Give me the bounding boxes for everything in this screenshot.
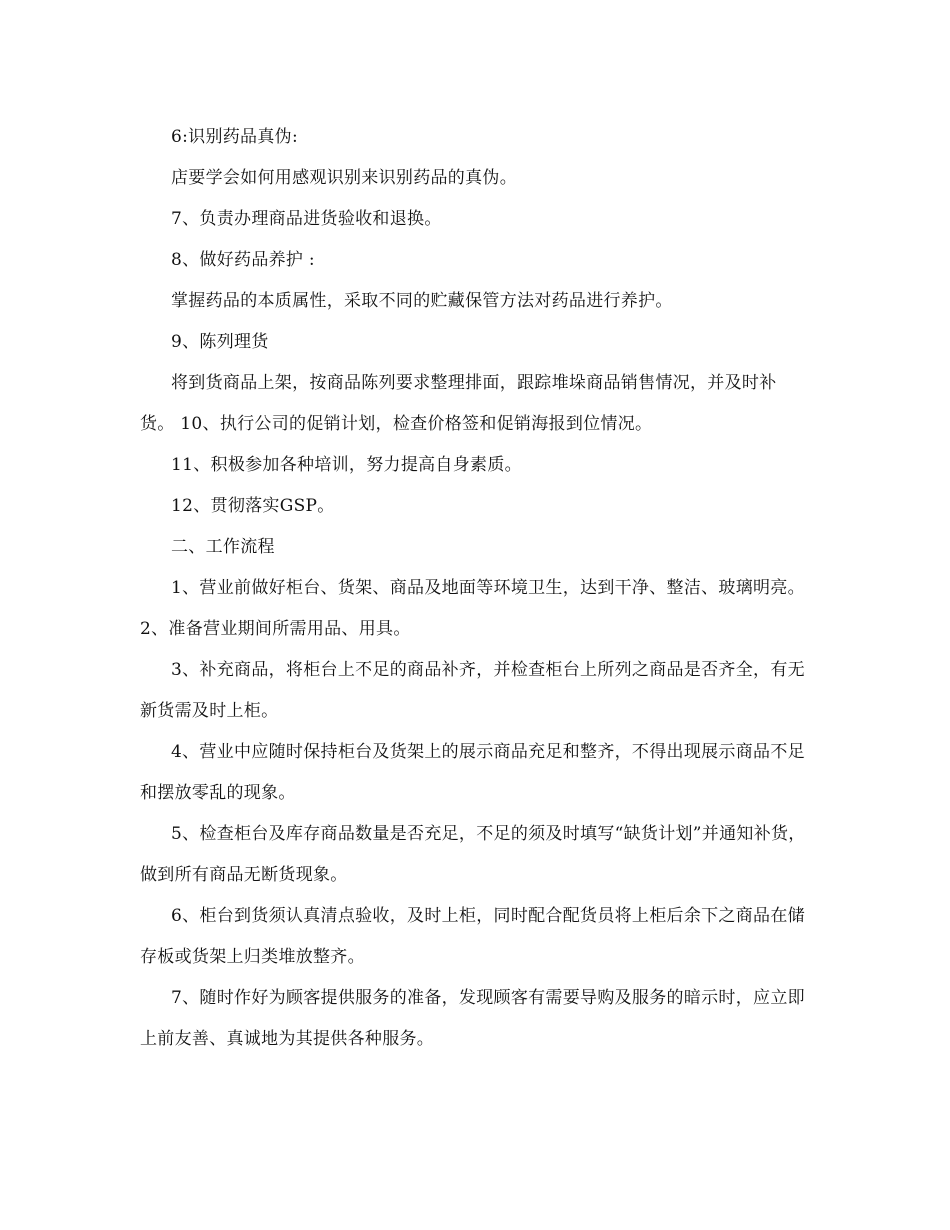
paragraph-workflow-6: 6、柜台到货须认真清点验收，及时上柜，同时配合配货员将上柜后余下之商品在储存板或货架上归类堆放整齐。 bbox=[140, 906, 805, 967]
paragraph-workflow-1-2: 1、营业前做好柜台、货架、商品及地面等环境卫生，达到干净、整洁、玻璃明亮。 2、准备营业期间所需用品、用具。 bbox=[140, 578, 805, 639]
paragraph-item-8-heading: 8、做好药品养护 : bbox=[171, 250, 315, 270]
paragraph-item-8-body: 掌握药品的本质属性，采取不同的贮藏保管方法对药品进行养护。 bbox=[171, 291, 673, 311]
paragraph-item-11: 11、积极参加各种培训，努力提高自身素质。 bbox=[171, 455, 522, 475]
paragraph-item-9-10-body: 将到货商品上架，按商品陈列要求整理排面，跟踪堆垛商品销售情况，并及时补货。 10、执行公司的促销计划，检查价格签和促销海报到位情况。 bbox=[140, 373, 777, 434]
paragraph-item-9-heading: 9、陈列理货 bbox=[171, 332, 269, 352]
paragraph-identify-drugs-body: 店要学会如何用感观识别来识别药品的真伪。 bbox=[171, 168, 517, 188]
paragraph-workflow-3: 3、补充商品，将柜台上不足的商品补齐，并检查柜台上所列之商品是否齐全，有无新货需及时上柜。 bbox=[140, 660, 805, 721]
paragraph-item-12: 12、贯彻落实GSP。 bbox=[171, 496, 335, 516]
paragraph-workflow-5: 5、检查柜台及库存商品数量是否充足，不足的须及时填写“缺货计划”并通知补货，做到所有商品无断货现象。 bbox=[140, 824, 806, 885]
paragraph-identify-drugs-heading: 6:识别药品真伪: bbox=[171, 127, 298, 147]
paragraph-item-7: 7、负责办理商品进货验收和退换。 bbox=[171, 209, 442, 229]
paragraph-workflow-4: 4、营业中应随时保持柜台及货架上的展示商品充足和整齐，不得出现展示商品不足和摆放零乱的现象。 bbox=[140, 742, 805, 803]
paragraph-workflow-7: 7、随时作好为顾客提供服务的准备，发现顾客有需要导购及服务的暗示时，应立即上前友善、真诚地为其提供各种服务。 bbox=[140, 988, 805, 1049]
section-heading-workflow: 二、工作流程 bbox=[171, 537, 275, 557]
document-body bbox=[140, 117, 810, 1060]
